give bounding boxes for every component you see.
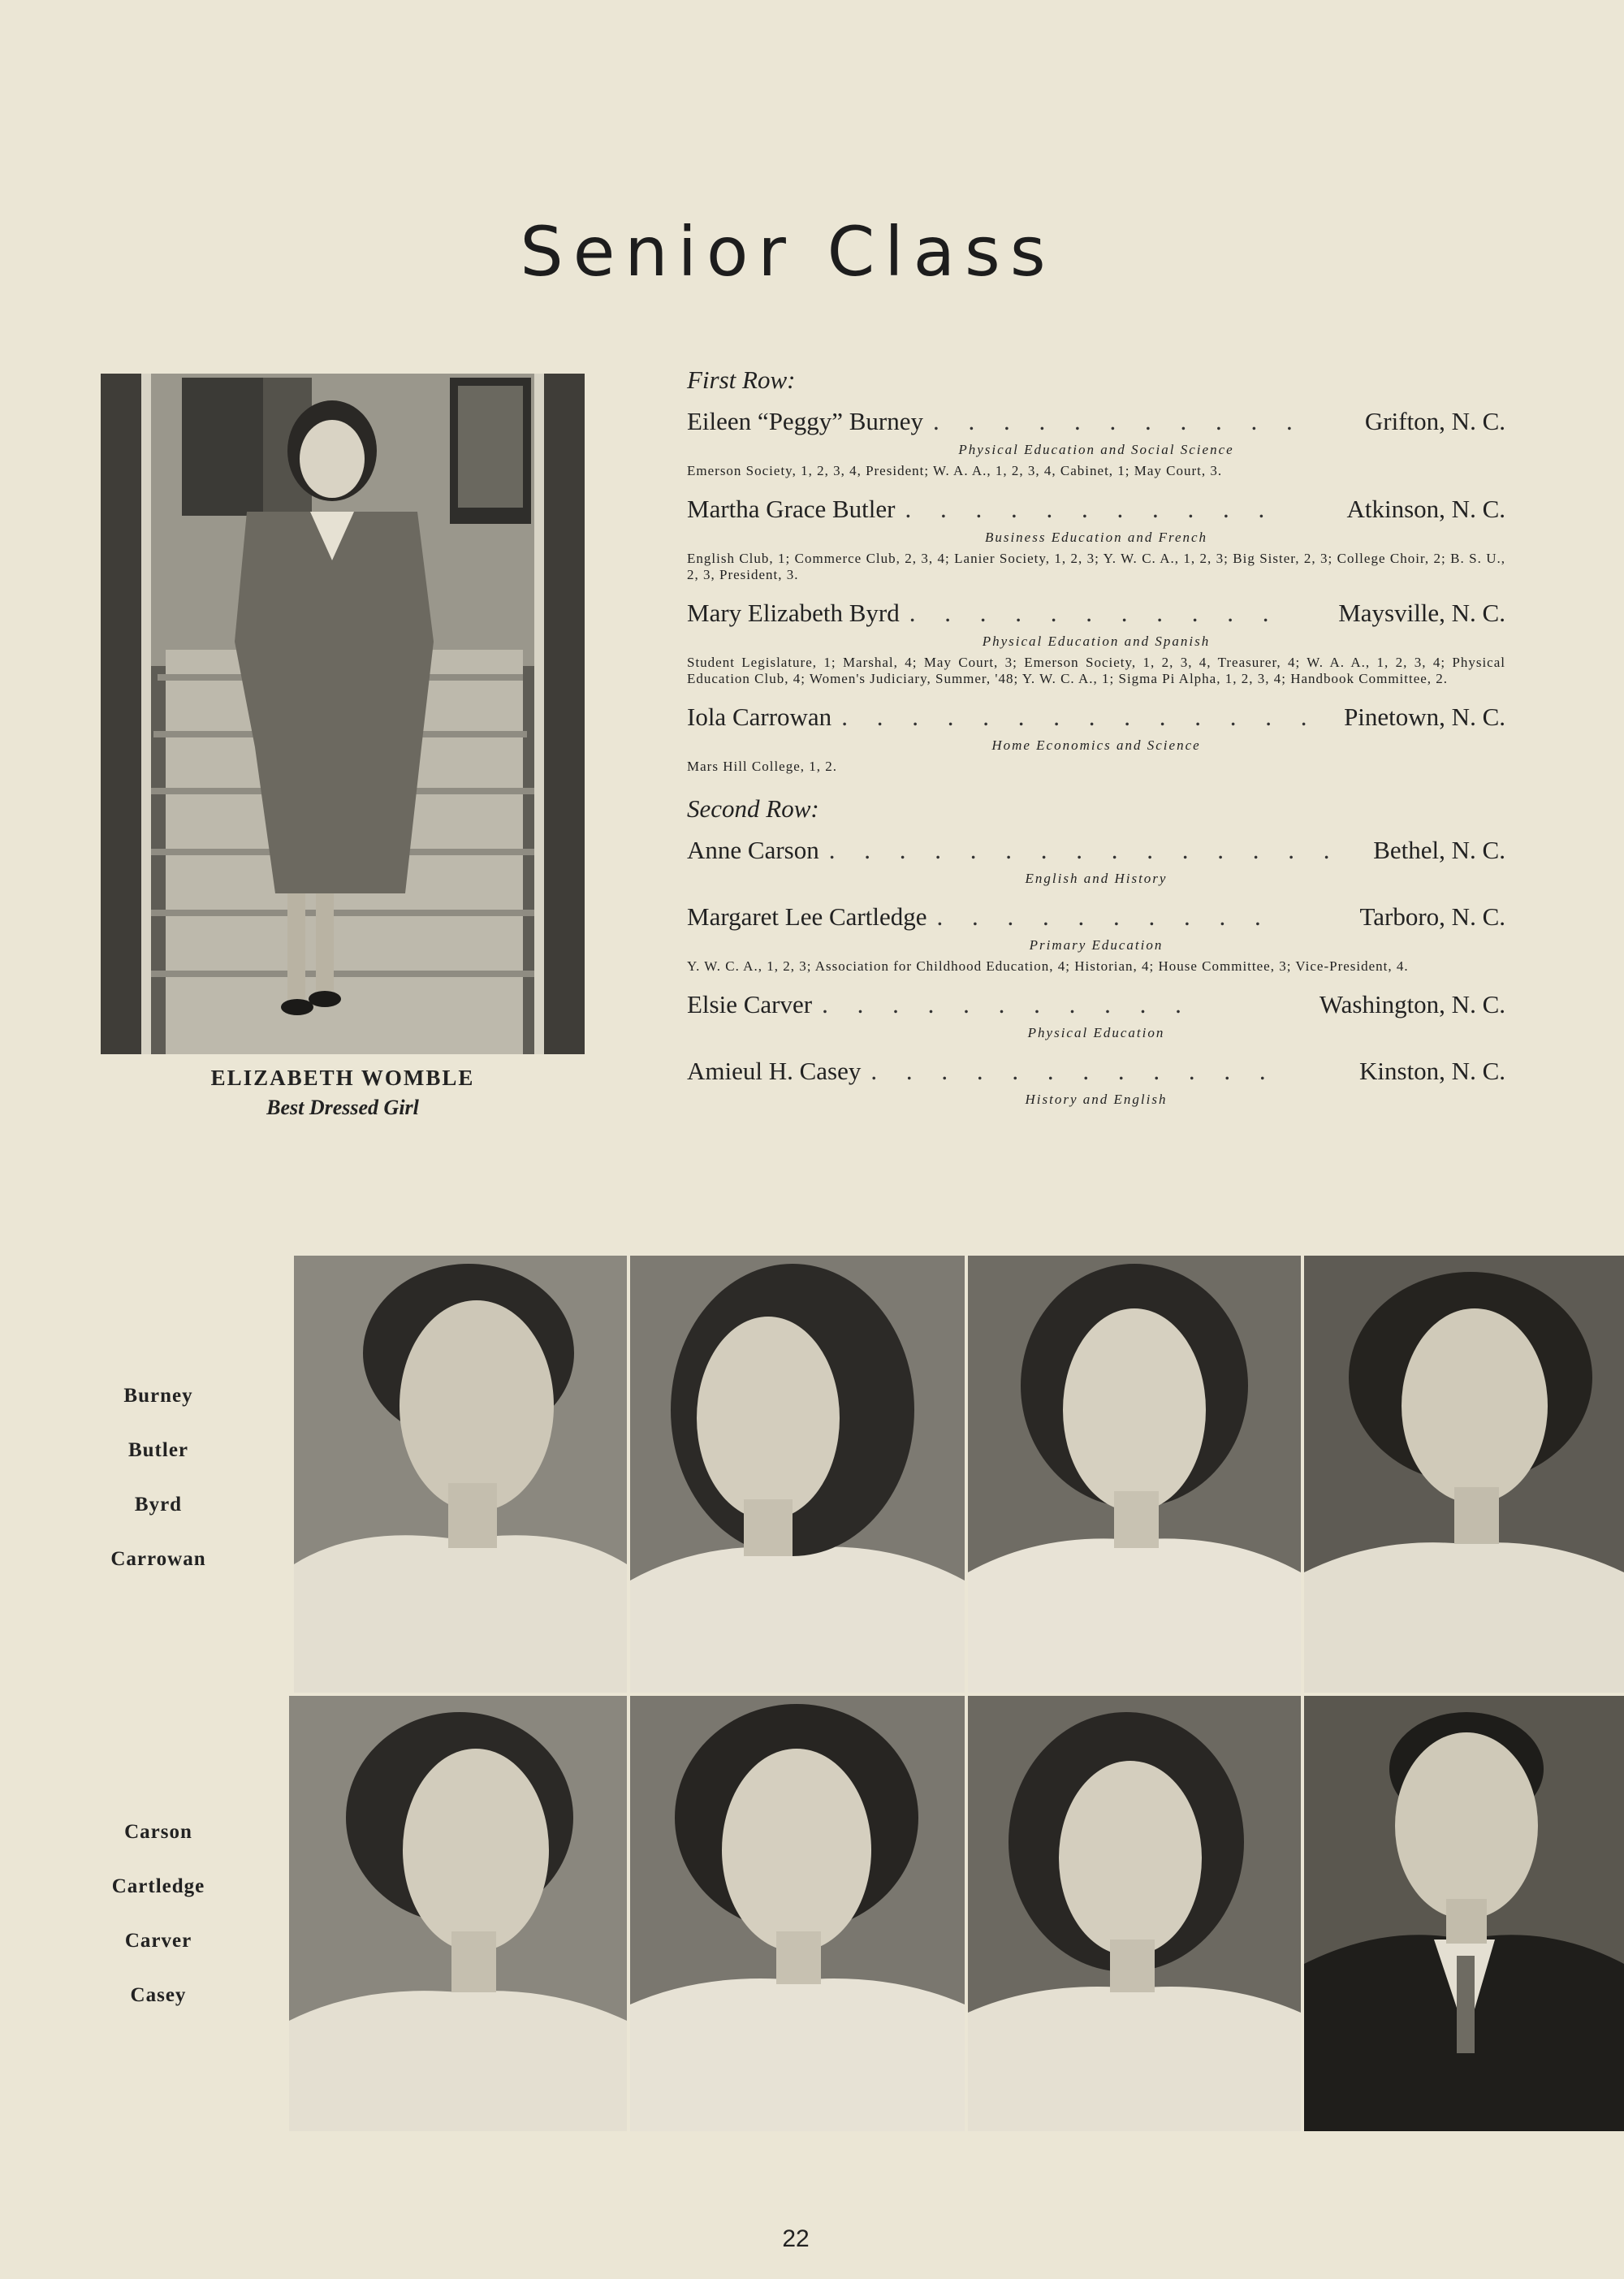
feature-photo-image	[101, 374, 585, 1054]
portrait-image	[630, 1256, 965, 1693]
entry-line	[687, 494, 1505, 525]
major: English and History	[1025, 871, 1168, 886]
portrait-name: Casey	[130, 1984, 187, 2006]
portrait-name: Carver	[124, 1930, 192, 1952]
feature-name: ELIZABETH WOMBLE	[210, 1066, 475, 1090]
activities: Mars Hill College, 1, 2.	[687, 759, 838, 774]
entry-line	[687, 989, 1505, 1020]
portrait-carson	[289, 1696, 627, 2131]
leader-dots: . . . . . . . . . . .	[822, 990, 1193, 1018]
student-entry-cartledge	[687, 902, 1505, 975]
student-name: Anne Carson	[687, 836, 819, 864]
leader-dots: . . . . . . . . . . . .	[870, 1057, 1277, 1085]
hometown: Grifton, N. C.	[1364, 407, 1505, 435]
feature-photo-elizabeth-womble	[101, 374, 585, 1054]
student-entry-byrd	[687, 598, 1505, 687]
portrait-image	[1304, 1256, 1624, 1693]
page-title: Senior Class	[520, 212, 1056, 292]
leader-dots: . . . . . . . . . . . . . . .	[828, 836, 1341, 864]
entry-line	[687, 902, 1505, 932]
portrait-image	[1304, 1696, 1624, 2131]
student-name: Elsie Carver	[687, 990, 813, 1018]
activities: English Club, 1; Commerce Club, 2, 3, 4; Lanier Society, 1, 2, 3; Y. W. C. A., 1, 2, 3; Big Sister, 2, 3; College Choir, 2; B. S. U., 2, 3, President, 3.	[687, 551, 1505, 582]
portrait-name: Byrd	[134, 1494, 183, 1516]
leader-dots: . . . . . . . . . . .	[932, 407, 1304, 435]
portrait-image	[630, 1696, 965, 2131]
portrait-image	[968, 1256, 1301, 1693]
leader-dots: . . . . . . . . . . . . . .	[841, 703, 1319, 731]
activities: Y. W. C. A., 1, 2, 3; Association for Childhood Education, 4; Historian, 4; House Committee, 3; Vice-President, 4.	[687, 958, 1409, 974]
portrait-burney	[294, 1256, 627, 1693]
student-entry-carver	[687, 989, 1505, 1041]
portrait-names-top-row	[89, 1369, 227, 1586]
portrait-carrowan	[1304, 1256, 1624, 1693]
portrait-image	[289, 1696, 627, 2131]
entry-line	[687, 702, 1505, 733]
student-entry-carson	[687, 835, 1505, 887]
leader-dots: . . . . . . . . . . .	[909, 599, 1281, 627]
feature-title: Best Dressed Girl	[266, 1096, 419, 1119]
portrait-grid	[289, 1256, 1624, 2131]
major: Home Economics and Science	[991, 737, 1201, 753]
student-name: Margaret Lee Cartledge	[687, 902, 927, 931]
student-name: Mary Elizabeth Byrd	[687, 599, 900, 627]
portrait-casey	[1304, 1696, 1624, 2131]
portrait-name: Carrowan	[110, 1548, 206, 1570]
activities: Emerson Society, 1, 2, 3, 4, President; W. A. A., 1, 2, 3, 4, Cabinet, 1; May Court, 3.	[687, 463, 1223, 478]
portrait-name: Burney	[123, 1385, 193, 1407]
portrait-names-bottom-row	[89, 1805, 227, 2022]
portrait-name: Cartledge	[111, 1875, 205, 1897]
portrait-name: Butler	[127, 1439, 189, 1461]
entry-line	[687, 406, 1505, 437]
major: Primary Education	[1029, 937, 1164, 953]
student-name: Amieul H. Casey	[687, 1057, 862, 1085]
student-listing	[687, 365, 1505, 1122]
leader-dots: . . . . . . . . . .	[936, 902, 1272, 931]
second-row-heading: Second Row:	[687, 794, 819, 823]
major: Physical Education and Social Science	[958, 442, 1234, 457]
hometown: Atkinson, N. C.	[1346, 495, 1505, 523]
major: History and English	[1025, 1092, 1168, 1107]
portrait-image	[294, 1256, 627, 1693]
page-number: 22	[782, 2225, 810, 2252]
portrait-carver	[968, 1696, 1301, 2131]
student-name: Iola Carrowan	[687, 703, 832, 731]
portrait-butler	[630, 1256, 965, 1693]
first-row-heading: First Row:	[687, 365, 796, 394]
entry-line	[687, 598, 1505, 629]
portrait-name: Carson	[124, 1821, 192, 1843]
major: Business Education and French	[984, 530, 1208, 545]
entry-line	[687, 1056, 1505, 1087]
student-entry-carrowan	[687, 702, 1505, 775]
student-entry-casey	[687, 1056, 1505, 1108]
student-name: Eileen “Peggy” Burney	[687, 407, 923, 435]
portrait-image	[968, 1696, 1301, 2131]
activities: Student Legislature, 1; Marshal, 4; May Court, 3; Emerson Society, 1, 2, 3, 4, Treasurer, 4; W. A. A., 1, 2, 3, 4; Physical Education Club, 4; Women's Judiciary, Summer, '48; Y. W. C. A., 1; Sigma Pi Alpha, 1, 2, 3, 4; Handbook Committee, 2.	[687, 655, 1505, 686]
portrait-cartledge	[630, 1696, 965, 2131]
hometown: Bethel, N. C.	[1373, 836, 1505, 864]
hometown: Pinetown, N. C.	[1344, 703, 1505, 731]
student-entry-burney	[687, 406, 1505, 479]
student-entry-butler	[687, 494, 1505, 583]
leader-dots: . . . . . . . . . . .	[905, 495, 1276, 523]
portrait-byrd	[968, 1256, 1301, 1693]
hometown: Kinston, N. C.	[1359, 1057, 1505, 1085]
entry-line	[687, 835, 1505, 866]
major: Physical Education	[1027, 1025, 1165, 1040]
hometown: Maysville, N. C.	[1338, 599, 1505, 627]
hometown: Washington, N. C.	[1319, 990, 1505, 1018]
major: Physical Education and Spanish	[982, 634, 1211, 649]
student-name: Martha Grace Butler	[687, 495, 896, 523]
feature-caption	[101, 1066, 585, 1120]
hometown: Tarboro, N. C.	[1359, 902, 1505, 931]
